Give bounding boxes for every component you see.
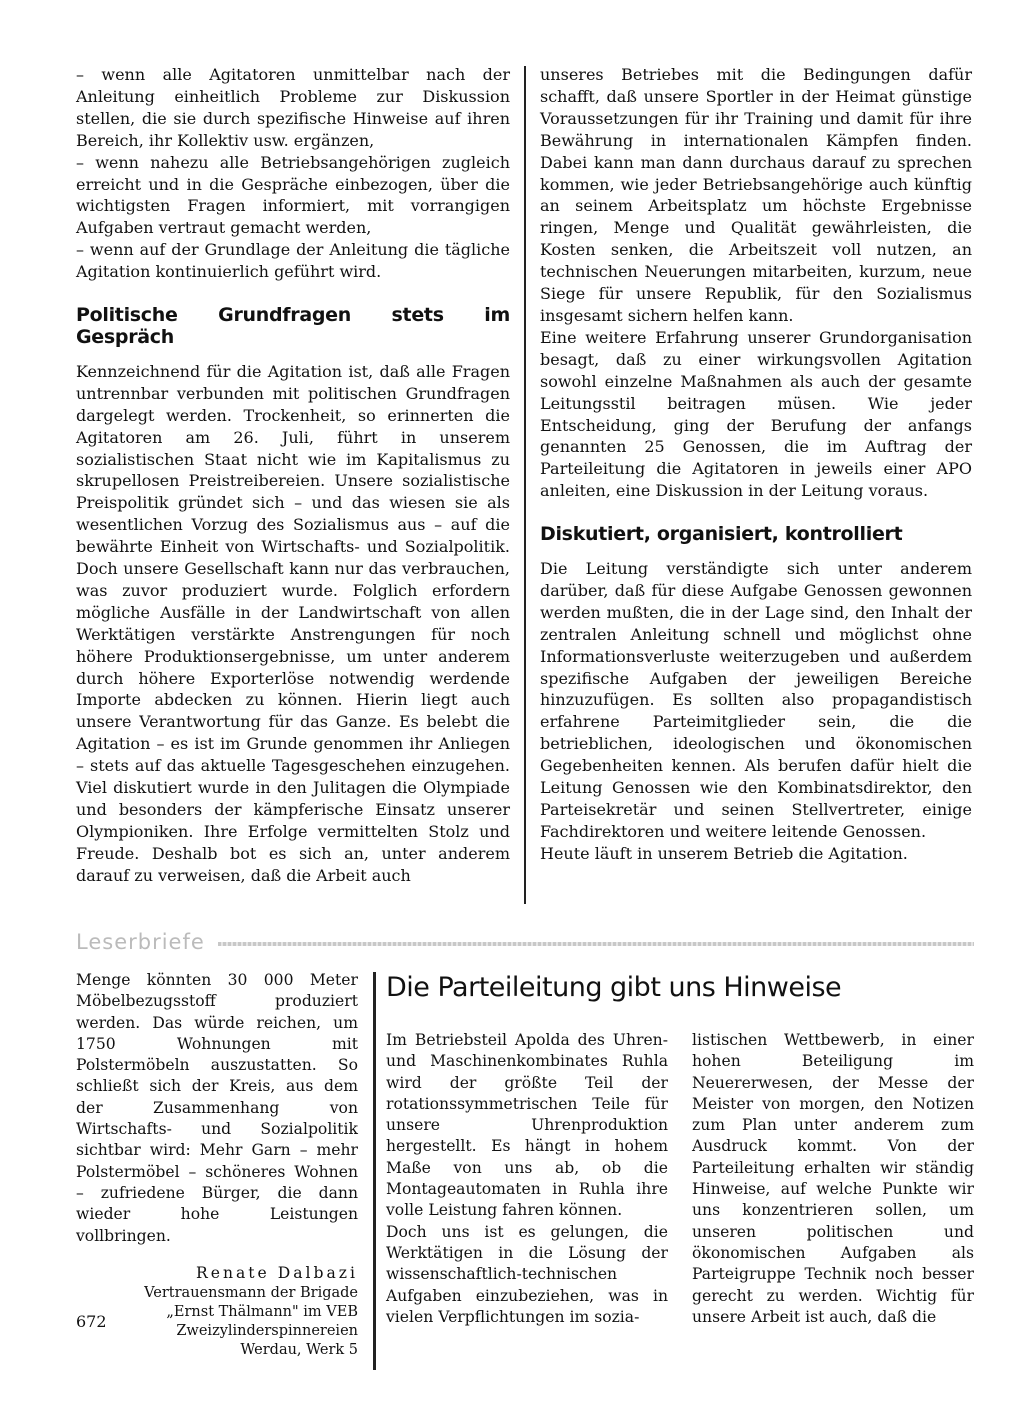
column-left-top [76,64,510,887]
article-title: Die Parteileitung gibt uns Hinweise [386,972,842,1003]
intro-bullet-2: – wenn nahezu alle Betriebsangehörigen zugleich erreicht und in die Gespräche einbezogen, über die wichtigsten Fragen informiert, mit vorrangigen Aufgaben vertraut gemacht werden, [76,152,510,238]
section-heading-diskutiert: Diskutiert, organisiert, kontrolliert [540,523,903,546]
article-body-a2: Doch uns ist es gelungen, die Werktätigen in die Lösung der wissenschaftlich-technischen Aufgaben einzubeziehen, was in vielen Verpflichtungen im sozia- [386,1222,668,1326]
author-info-line: Werdau, Werk 5 [240,1341,358,1358]
author-info-line: Vertrauensmann der Brigade [144,1285,358,1302]
body-leitung: Die Leitung verständigte sich unter anderem darüber, daß für diese Aufgabe Genossen gewonnen werden mußten, die in der Lage sind, den Inhalt der zentralen Anleitung schnell und möglichst ohne Informationsverluste weiterzugeben und außerdem spezifische Aufgaben der jeweiligen Bereiche hinzuzufügen. Es sollten also propagandistisch erfahrene Parteimitglieder sein, die die betrieblichen, ideologischen und ökonomischen Gegebenheiten kennen. Als berufen dafür hielt die Leitung Genossen wie den Kombinatsdirektor, den Parteisekretär und seinen Stellvertreter, einige Fachdirektoren und weitere leitende Genossen. [540,559,972,841]
intro-bullet-3: – wenn auf der Grundlage der Anleitung die tägliche Agitation kontinuierlich geführt wird. [76,240,510,282]
column-divider-bottom [373,972,376,1370]
page-number: 672 [76,1312,107,1331]
article-body-b: listischen Wettbewerb, in einer hohen Beteiligung im Neuererwesen, der Messe der Meister von morgen, den Notizen zum Plan unter anderem zum Ausdruck kommt. Von der Parteileitung erhalten wir ständig Hinweise, auf welche Punkte wir uns konzentrieren sollen, um unseren politischen und ökonomischen Aufgaben als Parteigruppe Technik noch besser gerecht zu werden. Wichtig für unsere Arbeit ist auch, daß die [692,1031,974,1326]
author-info-line: „Ernst Thälmann" im VEB [166,1303,358,1320]
section-heading-grundfragen: Politische Grundfragen stets im Gespräch [76,304,510,348]
column-divider-top [524,66,526,904]
body-grundfragen: Kennzeichnend für die Agitation ist, daß alle Fragen untrennbar verbunden mit politischen Grundfragen dargelegt werden. Trockenheit, so erinnerten die Agitatoren am 26. Juli, führt in unserem sozialistischen Staat nicht wie im Kapitalismus zu skrupellosen Preistreibereien. Unsere sozialistische Preispolitik gründet sich – und das wiesen sie als wesentlichen Vorzug des Sozialismus aus – auf die bewährte Einheit von Wirtschafts- und Sozialpolitik. Doch unsere Gesellschaft kann nur das verbrauchen, was zuvor produziert wurde. Folglich erfordern mögliche Ausfälle in der Landwirtschaft von allen Werktätigen verstärkte Anstrengungen für noch höhere Produktionsergebnisse, um unter anderem durch höhere Exporterlöse notwendig werdende Importe abdecken zu können. Hierin liegt auch unsere Verantwortung für das Ganze. Es belebt die Agitation – es ist im Grunde genommen ihr Anliegen – stets auf das aktuelle Tagesgeschehen einzugehen. Viel diskutiert wurde in den Julitagen die Olympiade und besonders der kämpferische Einsatz unserer Olympioniken. Ihre Erfolge vermittelten Stolz und Freude. Deshalb bot es sich an, unter anderem darauf zu verweisen, daß die Arbeit auch [76,361,510,885]
letter-column [76,970,358,1359]
article-body-a1: Im Betriebsteil Apolda des Uhren- und Maschinenkombinates Ruhla wird der größte Teil der rotationssymmetrischen Teile für unsere Uhrenproduktion hergestellt. Es hängt in hohem Maße von uns ab, ob die Montageautomaten in Ruhla ihre volle Leistung fahren können. [386,1031,668,1220]
letter-author: Renate Dalbazi [195,1263,358,1282]
body-betriebes: unseres Betriebes mit die Bedingungen dafür schafft, daß unsere Sportler in der Heimat günstige Voraussetzungen für ihr Training und damit für ihre Bewährung in internationalen Kämpfen finden. Dabei kann man dann durchaus darauf zu sprechen kommen, wie jeder Betriebsangehörige auch künftig an seinem Arbeitsplatz um höchste Ergebnisse ringen, Menge und Qualität gewährleisten, die Kosten senken, die Arbeitszeit voll nutzen, an technischen Neuerungen mitarbeiten, kurzum, neue Siege für unsere Republik, für den Sozialismus insgesamt sichern helfen kann. [540,65,972,325]
letter-body: Menge könnten 30 000 Meter Möbelbezugsstoff produziert werden. Das würde reichen, um 1750 Wohnungen mit Polstermöbeln auszustatten. So schließt sich der Kreis, aus dem der Zusammenhang von Wirtschafts- und Sozialpolitik sichtbar wird: Mehr Garn – mehr Polstermöbel – schöneres Wohnen – zufriedene Bürger, die dann wieder hohe Leistungen vollbringen. [76,971,358,1245]
body-heute: Heute läuft in unserem Betrieb die Agitation. [540,843,908,863]
article-column-a [386,1030,668,1328]
column-right-top [540,64,972,865]
section-label-leserbriefe: Leserbriefe [76,930,205,954]
article-column-b [692,1030,974,1328]
author-info-line: Zweizylinderspinnereien [176,1322,358,1339]
intro-bullet-1: – wenn alle Agitatoren unmittelbar nach der Anleitung einheitlich Probleme zur Diskussion stellen, die sie durch spezifische Hinweise auf ihren Bereich, ihr Kollektiv usw. ergänzen, [76,65,510,150]
section-rule [218,942,974,946]
letter-author-info [76,1284,358,1359]
body-erfahrung: Eine weitere Erfahrung unserer Grundorganisation besagt, daß zu einer wirkungsvollen Agitation sowohl einzelne Maßnahmen als auch der gesamte Leitungsstil beitragen müsen. Wie jeder Entscheidung, ging der Berufung der anfangs genannten 25 Genossen, die im Auftrag der Parteileitung die Agitatoren in jeweils einer APO anleiten, eine Diskussion in der Leitung voraus. [540,327,972,501]
